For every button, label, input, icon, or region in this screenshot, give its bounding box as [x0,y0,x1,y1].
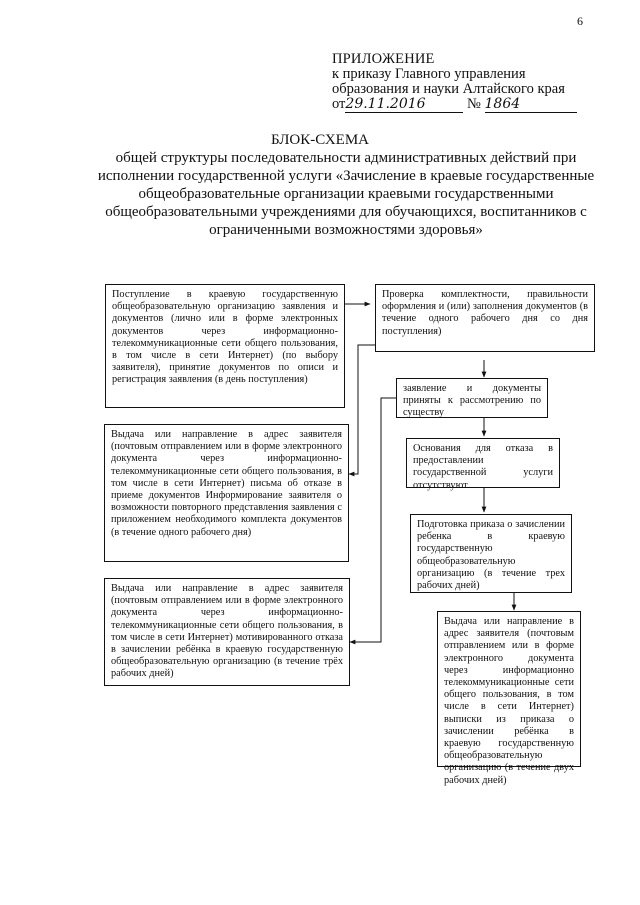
box-accepted: заявление и документы приняты к рассмотрению по существу [396,378,548,418]
arrow-accepted-to-refusal-enroll [350,398,396,642]
date-prefix: от [332,96,346,112]
document-subtitle: общей структуры последовательности административных действий при исполнении государственной услуги «Зачисление в краевые государственные общеобразовательные организации краевыми государственными общеобразовательными учреждениями для обучающихся, воспитанников с ограниченными возможностями здоровья» [97,150,595,238]
appendix-order-line: к приказу Главного управления [332,66,526,82]
number-prefix: № [467,96,481,112]
box-no-grounds: Основания для отказа в предоставлении государственной услуги отсутствуют [406,438,560,488]
appendix-title: ПРИЛОЖЕНИЕ [332,51,435,67]
box-intake: Поступление в краевую государственную общеобразовательную организацию заявления и документов (лично или в форме электронных документов через информационно-телекоммуникационные сети общего пользования, в том числе в сети Интернет) (по выбору заявителя), принятие документов по описи и регистрация заявления (в день поступления) [105,284,345,408]
box-check: Проверка комплектности, правильности оформления и (или) заполнения документов (в течение одного рабочего дня со дня поступления) [375,284,595,352]
handwritten-date: 29.11.2016 [345,96,426,112]
document-title: БЛОК-СХЕМА [270,132,370,148]
box-refusal-enroll: Выдача или направление в адрес заявителя (почтовым отправлением или в форме электронного документа через информационно-телекоммуникационные сети общего пользования, в том числе в сети Интернет) мотивированного отказа в зачислении ребёнка в краевую государственную общеобразовательную организацию (в течение трёх рабочих дней) [104,578,350,686]
page-number: 6 [577,14,583,28]
box-extract: Выдача или направление в адрес заявителя (почтовым отправлением или в форме электронного документа через информационно телекоммуникационные сети общего пользования, в том числе в сети Интернет) выписки из приказа о зачислении ребёнка в краевую государственную общеобразовательную организацию (в течение двух рабочих дней) [437,611,581,767]
appendix-authority-line: образования и науки Алтайского края [332,81,565,97]
box-refusal-letter: Выдача или направление в адрес заявителя (почтовым отправлением или в форме электронного документа через информационно-телекоммуникационные сети общего пользования, в том числе в сети Интернет) письма об отказе в приеме документов Информирование заявителя о возможности повторного представления заявления с приложением необходимого комплекта документов (в течение одного рабочего дня) [104,424,349,562]
arrow-check-to-refusal-letter [349,345,375,474]
handwritten-number: 1864 [484,96,521,112]
box-order-prep: Подготовка приказа о зачислении ребенка в краевую государственную общеобразовательную организацию (в течение трех рабочих дней) [410,514,572,593]
